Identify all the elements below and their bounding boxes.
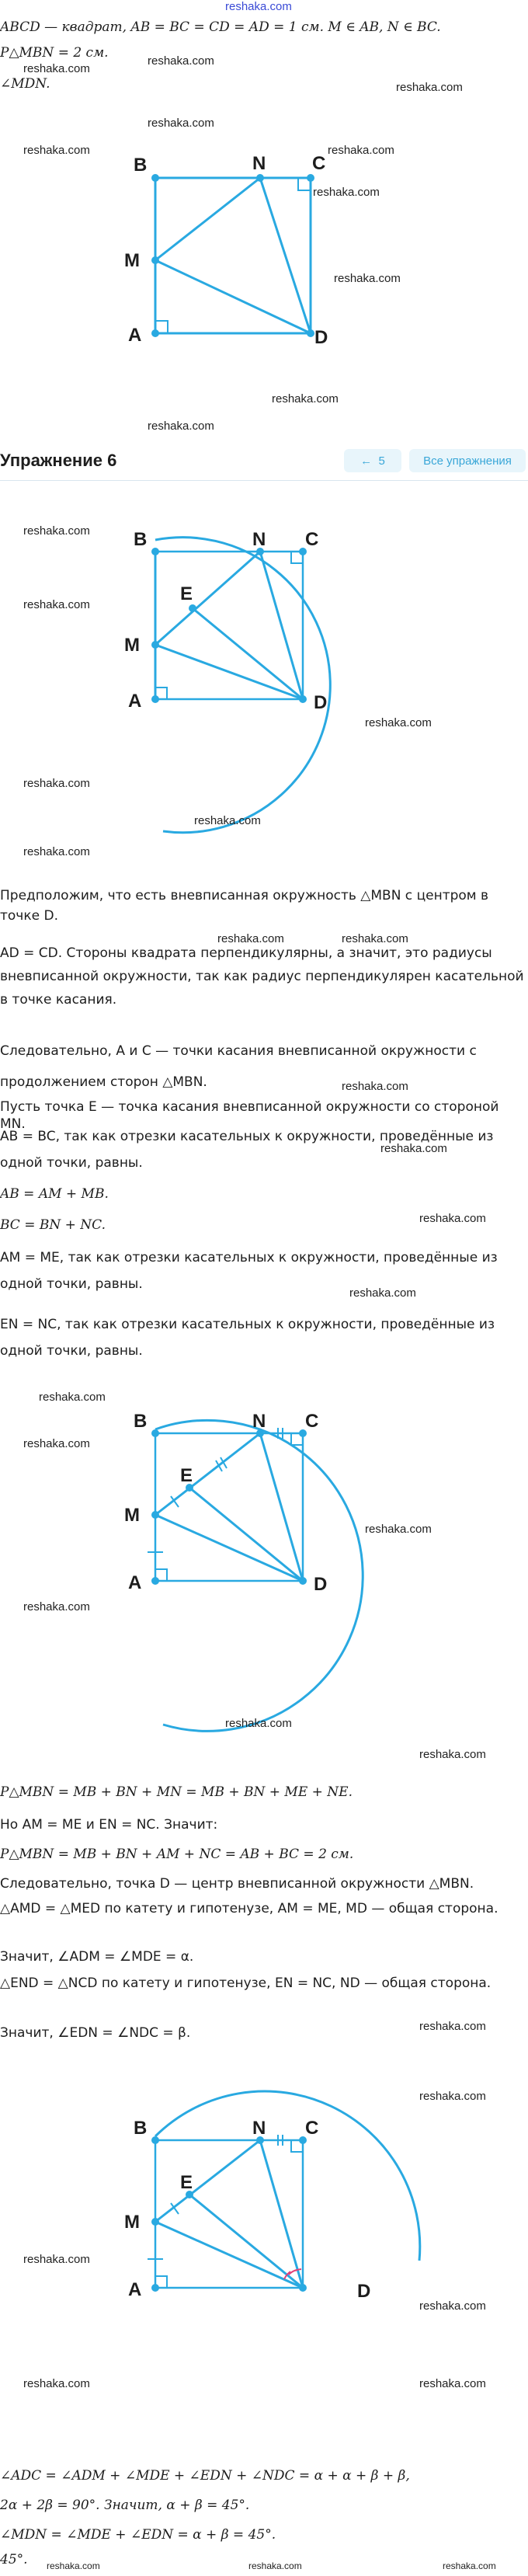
- label-a: A: [128, 1572, 142, 1593]
- label-b: B: [134, 2118, 148, 2139]
- problem-line-2: P△MBN = 2 см.: [0, 45, 109, 61]
- label-a: A: [128, 2279, 142, 2300]
- label-b: B: [134, 155, 148, 176]
- watermark: reshaka.com: [148, 117, 214, 130]
- watermark: reshaka.com: [248, 2560, 302, 2571]
- solution-p18: ∠ADC = ∠ADM + ∠MDE + ∠EDN + ∠NDC = α + α + β + β,: [0, 2468, 410, 2484]
- watermark: reshaka.com: [419, 1748, 486, 1761]
- arrow-left-icon: ←: [360, 454, 379, 468]
- label-d: D: [357, 2281, 371, 2302]
- watermark: reshaka.com: [342, 1080, 408, 1093]
- label-n: N: [252, 2118, 266, 2139]
- site-logo[interactable]: reshaka.com: [225, 0, 292, 13]
- label-a: A: [128, 325, 142, 346]
- solution-p3: Следовательно, A и C — точки касания вневписанной окружности с продолжением сторон △MBN.: [0, 1043, 477, 1090]
- watermark: reshaka.com: [443, 2560, 496, 2571]
- solution-p17: Значит, ∠EDN = ∠NDC = β.: [0, 2025, 191, 2041]
- label-b: B: [134, 529, 148, 550]
- watermark: reshaka.com: [23, 144, 90, 157]
- figure-tangents: [0, 1398, 528, 1763]
- all-exercises-button[interactable]: Все упражнения: [409, 449, 526, 472]
- solution-p8: AM = ME, так как отрезки касательных к окружности, проведённые из одной точки, равны.: [0, 1250, 498, 1292]
- watermark: reshaka.com: [23, 2253, 90, 2266]
- watermark: reshaka.com: [419, 1212, 486, 1225]
- figure-square: [0, 144, 528, 346]
- label-a: A: [128, 691, 142, 712]
- solution-p4: Пусть точка E — точка касания вневписанной окружности со стороной MN.: [0, 1099, 499, 1132]
- figure-angles: [0, 2105, 528, 2393]
- watermark: reshaka.com: [328, 144, 394, 157]
- solution-p11: Но AM = ME и EN = NC. Значит:: [0, 1817, 218, 1833]
- watermark: reshaka.com: [349, 1286, 416, 1300]
- watermark: reshaka.com: [47, 2560, 100, 2571]
- label-e: E: [180, 583, 193, 604]
- solution-p2: AD = CD. Стороны квадрата перпендикулярны, а значит, это радиусы вневписанной окружности, так как радиус перпендикулярен касательной в точке касания.: [0, 945, 524, 1008]
- watermark: reshaka.com: [419, 2377, 486, 2390]
- watermark: reshaka.com: [419, 2020, 486, 2033]
- problem-line-3: ∠MDN.: [0, 76, 50, 92]
- watermark: reshaka.com: [23, 2377, 90, 2390]
- label-n: N: [252, 153, 266, 174]
- prev-exercise-button[interactable]: ← 5: [344, 449, 401, 472]
- solution-p12: P△MBN = MB + BN + AM + NC = AB + BC = 2 см.: [0, 1847, 354, 1862]
- watermark: reshaka.com: [23, 845, 90, 858]
- solution-p20: ∠MDN = ∠MDE + ∠EDN = α + β = 45°.: [0, 2527, 276, 2543]
- watermark: reshaka.com: [365, 1523, 432, 1536]
- watermark: reshaka.com: [23, 62, 90, 75]
- label-d: D: [314, 1574, 328, 1595]
- watermark: reshaka.com: [419, 2299, 486, 2313]
- label-d: D: [314, 327, 328, 348]
- watermark: reshaka.com: [365, 716, 432, 729]
- watermark: reshaka.com: [23, 598, 90, 611]
- figure-excircle: [0, 489, 528, 855]
- label-c: C: [305, 1411, 319, 1432]
- watermark: reshaka.com: [23, 777, 90, 790]
- solution-p10: P△MBN = MB + BN + MN = MB + BN + ME + NE.: [0, 1784, 353, 1800]
- watermark: reshaka.com: [396, 81, 463, 94]
- answer: 45°.: [0, 2552, 28, 2567]
- watermark: reshaka.com: [217, 932, 284, 945]
- watermark: reshaka.com: [23, 1437, 90, 1450]
- label-m: M: [124, 250, 140, 271]
- watermark: reshaka.com: [313, 186, 380, 199]
- label-c: C: [312, 153, 326, 174]
- label-c: C: [305, 2118, 319, 2139]
- label-e: E: [180, 1465, 193, 1486]
- solution-p7: BC = BN + NC.: [0, 1217, 106, 1233]
- solution-p6: AB = AM + MB.: [0, 1186, 109, 1202]
- label-n: N: [252, 529, 266, 550]
- watermark: reshaka.com: [419, 2090, 486, 2103]
- watermark: reshaka.com: [194, 814, 261, 827]
- label-d: D: [314, 692, 328, 713]
- solution-p5: AB = BC, так как отрезки касательных к окружности, проведённые из одной точки, равны.: [0, 1129, 494, 1171]
- label-c: C: [305, 529, 319, 550]
- exercise-title: Упражнение 6: [0, 451, 117, 470]
- label-e: E: [180, 2172, 193, 2193]
- solution-p19: 2α + 2β = 90°. Значит, α + β = 45°.: [0, 2498, 250, 2513]
- exercise-header: [0, 443, 528, 481]
- watermark: reshaka.com: [23, 524, 90, 538]
- label-n: N: [252, 1411, 266, 1432]
- solution-p14: △AMD = △MED по катету и гипотенузе, AM = ME, MD — общая сторона.: [0, 1901, 498, 1916]
- watermark: reshaka.com: [23, 1600, 90, 1613]
- watermark: reshaka.com: [272, 392, 339, 406]
- solution-p9: EN = NC, так как отрезки касательных к окружности, проведённые из одной точки, равны.: [0, 1317, 495, 1359]
- label-b: B: [134, 1411, 148, 1432]
- solution-p13: Следовательно, точка D — центр вневписанной окружности △MBN.: [0, 1876, 474, 1892]
- problem-line-1: ABCD — квадрат, AB = BC = CD = AD = 1 см. M ∈ AB, N ∈ BC.: [0, 19, 441, 35]
- watermark: reshaka.com: [342, 932, 408, 945]
- label-m: M: [124, 1505, 140, 1526]
- solution-p1: Предположим, что есть вневписанная окружность △MBN с центром в точке D.: [0, 888, 489, 924]
- watermark: reshaka.com: [380, 1142, 447, 1155]
- label-m: M: [124, 635, 140, 656]
- solution-p15: Значит, ∠ADM = ∠MDE = α.: [0, 1949, 194, 1965]
- label-m: M: [124, 2212, 140, 2233]
- solution-p16: △END = △NCD по катету и гипотенузе, EN = NC, ND — общая сторона.: [0, 1976, 492, 1991]
- watermark: reshaka.com: [225, 1717, 292, 1730]
- watermark: reshaka.com: [39, 1391, 106, 1404]
- watermark: reshaka.com: [334, 272, 401, 285]
- watermark: reshaka.com: [148, 419, 214, 433]
- watermark: reshaka.com: [148, 54, 214, 68]
